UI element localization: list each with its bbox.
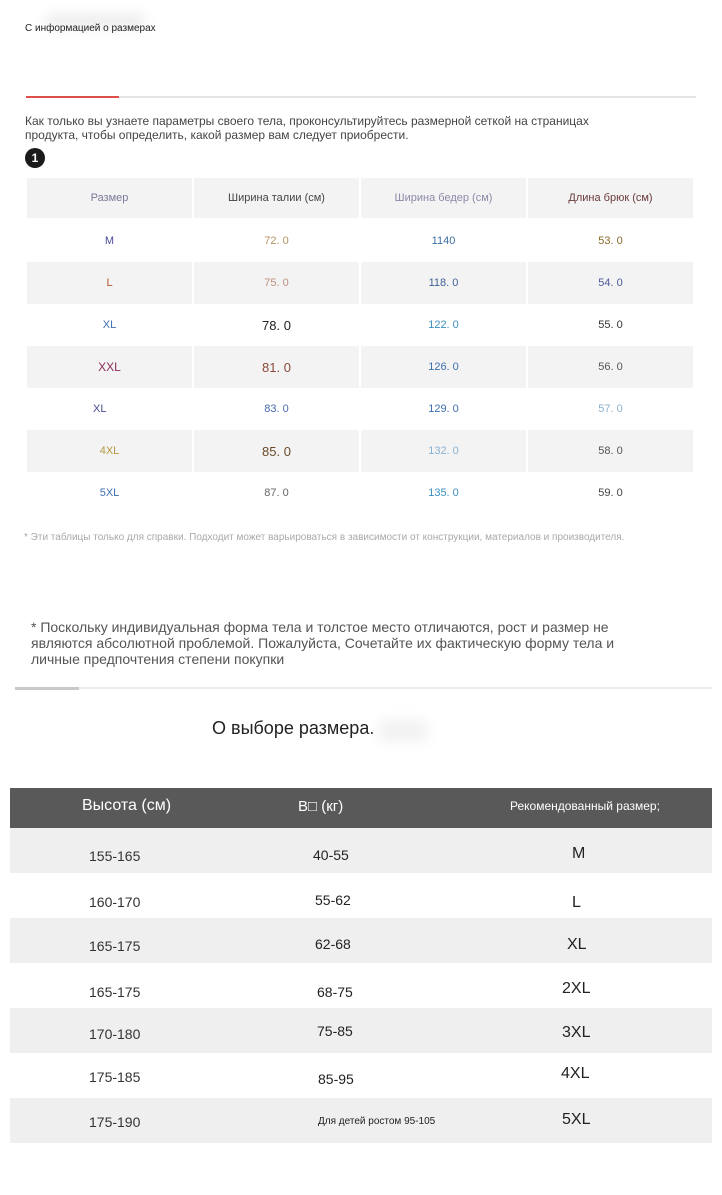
table-cell: 53. 0 (598, 235, 623, 247)
page-header-title: С информацией о размерах (25, 23, 156, 34)
table-cell: XL (567, 936, 587, 953)
divider-accent (26, 96, 119, 98)
recommendation-table (10, 788, 712, 1143)
table-cell: 175-190 (89, 1114, 141, 1130)
table-cell: 2XL (562, 980, 591, 997)
table-cell: 132. 0 (361, 430, 526, 472)
table-cell: 62-68 (315, 936, 351, 952)
table-row (10, 963, 712, 1008)
table-cell: 175-185 (89, 1069, 141, 1085)
table-cell: XL (102, 319, 117, 331)
table-cell: 55-62 (315, 892, 351, 908)
table-cell: 170-180 (89, 1026, 141, 1042)
section-title: О выборе размера. (212, 718, 375, 738)
table-cell: 68-75 (317, 984, 353, 1000)
table-cell: 87. 0 (264, 487, 289, 499)
header-cell: В□ (кг) (298, 798, 344, 815)
size-table-header-cell: Длина брюк (см) (528, 178, 693, 218)
table-cell: 165-175 (89, 938, 141, 954)
table-cell: 72. 0 (264, 235, 289, 247)
table-row (27, 472, 695, 514)
table-cell: 1140 (431, 235, 456, 247)
table-row (10, 1053, 712, 1098)
table-cell: 160-170 (89, 894, 141, 910)
table-cell: XXL (27, 346, 192, 388)
table-cell: 122. 0 (428, 319, 459, 331)
intro-text: Как только вы узнаете параметры своего тела, проконсультируйтесь размерной сеткой на страницах продукта, чтобы определить, какой размер вам следует приобрести. (25, 114, 589, 142)
table-row (10, 873, 712, 918)
table-cell: 3XL (562, 1024, 591, 1041)
table-cell: 58. 0 (528, 430, 693, 472)
table-cell: 4XL (561, 1065, 590, 1082)
reference-note: * Эти таблицы только для справки. Подходит может варьироваться в зависимости от конструкции, материалов и производителя. (24, 532, 625, 543)
table-row (27, 220, 695, 262)
table-cell: 54. 0 (528, 262, 693, 304)
divider-accent (15, 687, 79, 690)
table-row (27, 262, 695, 304)
step-badge: 1 (25, 148, 45, 168)
size-table-header-cell: Размер (27, 178, 192, 218)
table-cell: XL (93, 403, 107, 415)
size-table (27, 178, 695, 514)
table-cell: 59. 0 (598, 487, 623, 499)
table-cell: 165-175 (89, 984, 141, 1000)
table-cell: 81. 0 (194, 346, 359, 388)
table-cell: M (572, 845, 586, 862)
table-row (27, 346, 695, 388)
table-cell: 83. 0 (264, 403, 289, 415)
table-cell: 75-85 (317, 1023, 353, 1039)
divider (26, 96, 696, 98)
size-table-header (27, 178, 695, 220)
table-row (27, 304, 695, 346)
table-row (10, 918, 712, 963)
table-cell: 85-95 (318, 1071, 354, 1087)
table-cell: 55. 0 (598, 319, 623, 331)
table-row (27, 430, 695, 472)
table-cell: Для детей ростом 95-105 (318, 1116, 436, 1127)
table-cell: 40-55 (313, 847, 349, 863)
divider (15, 687, 712, 689)
table-cell: 118. 0 (361, 262, 526, 304)
table-cell: 75. 0 (194, 262, 359, 304)
disclaimer-note: * Поскольку индивидуальная форма тела и толстое место отличаются, рост и размер не являются абсолютной проблемой. Пожалуйста, Сочетайте их фактическую форму тела и личные предпочтения степени покупки (31, 619, 615, 667)
table-row (10, 1098, 712, 1143)
table-cell: 155-165 (89, 848, 141, 864)
size-table-header-cell: Ширина талии (см) (194, 178, 359, 218)
header-cell: Высота (см) (82, 797, 172, 814)
table-cell: 57. 0 (598, 403, 623, 415)
table-cell: M (104, 235, 115, 247)
table-cell: 5XL (562, 1111, 591, 1128)
header-cell: Рекомендованный размер; (510, 799, 660, 813)
table-cell: 4XL (27, 430, 192, 472)
table-row (27, 388, 695, 430)
table-cell: 78. 0 (262, 317, 291, 333)
table-cell: 129. 0 (428, 403, 459, 415)
table-cell: 5XL (99, 487, 120, 499)
table-cell: L (27, 262, 192, 304)
table-row (10, 828, 712, 873)
table-cell: 56. 0 (528, 346, 693, 388)
table-cell: 126. 0 (361, 346, 526, 388)
blurred-mark (378, 720, 428, 742)
table-row (10, 1008, 712, 1053)
table-cell: 85. 0 (194, 430, 359, 472)
size-table-header-cell: Ширина бедер (см) (361, 178, 526, 218)
table-cell: L (572, 894, 581, 911)
recommendation-table-header (10, 788, 712, 828)
table-cell: 135. 0 (428, 487, 459, 499)
